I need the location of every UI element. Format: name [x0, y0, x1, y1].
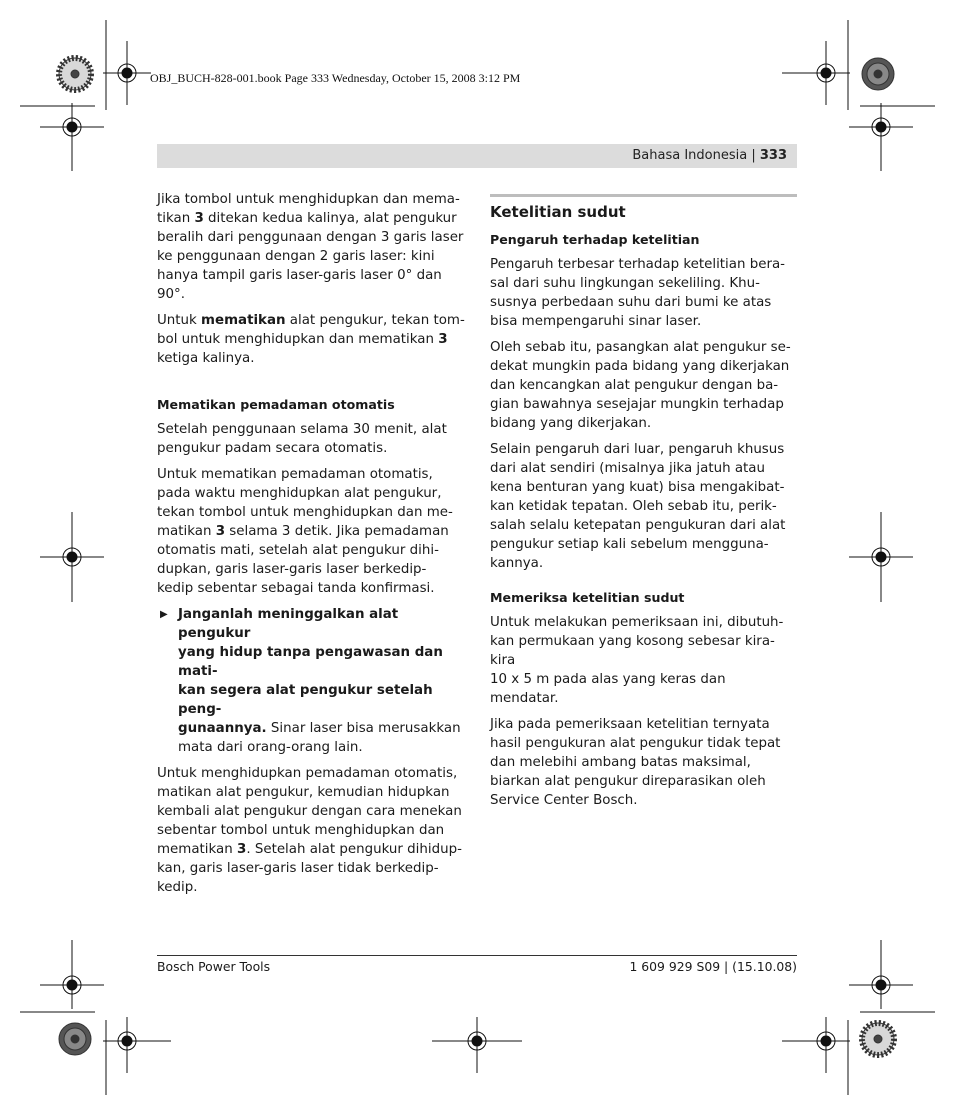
paragraph: Oleh sebab itu, pasangkan alat pengukur se- dekat mungkin pada bidang yang dikerjakan dan kencangkan alat pengukur dengan ba- gian bawahnya sesejajar mungkin terhadap bidang yang dikerjakan.: [490, 340, 791, 431]
page-header: [157, 144, 797, 168]
section-title: Ketelitian sudut: [490, 203, 626, 221]
right-column: [490, 194, 797, 817]
section-rule: [490, 194, 797, 197]
paragraph: Untuk mematikan pemadaman otomatis, pada waktu menghidupkan alat pengukur, tekan tombol untuk menghidupkan dan me- matikan 3 selama 3 detik. Jika pemadaman otomatis mati, setelah alat pengukur dihi- dupkan, garis laser-garis laser berkedip- kedip sebentar sebagai tanda konfirmasi.: [157, 467, 453, 596]
subheading: Pengaruh terhadap ketelitian: [490, 232, 700, 247]
print-info: OBJ_BUCH-828-001.book Page 333 Wednesday, October 15, 2008 3:12 PM: [150, 71, 521, 85]
page-number: 333: [759, 148, 787, 163]
paragraph: Jika tombol untuk menghidupkan dan mema- tikan 3 ditekan kedua kalinya, alat pengukur beralih dari penggunaan dengan 3 garis laser ke penggunaan dengan 2 garis laser: kini hanya tampil garis laser-garis laser 0° dan 90°.: [157, 192, 464, 302]
footer-doc-number: 1 609 929 S09 | (15.10.08): [629, 959, 797, 974]
triangle-bullet-icon: ▶: [160, 609, 168, 620]
left-column: [157, 190, 465, 904]
paragraph: Untuk menghidupkan pemadaman otomatis, matikan alat pengukur, kemudian hidupkan kembali alat pengukur dengan cara menekan sebentar tombol untuk menghidupkan dan mematikan 3. Setelah alat pengukur dihidup- kan, garis laser-garis laser tidak berkedip- kedip.: [157, 766, 462, 895]
subheading: Mematikan pemadaman otomatis: [157, 397, 395, 412]
paragraph: Untuk melakukan pemeriksaan ini, dibutuh- kan permukaan yang kosong sebesar kira-kira 10 x 5 m pada alas yang keras dan mendatar.: [490, 615, 784, 706]
paragraph: Selain pengaruh dari luar, pengaruh khusus dari alat sendiri (misalnya jika jatuh atau kena benturan yang kuat) bisa mengakibat- kan ketidak tepatan. Oleh sebab itu, perik- salah selalu ketepatan pengukuran dari alat pengukur setiap kali sebelum mengguna- kannya.: [490, 442, 786, 571]
subheading: Memeriksa ketelitian sudut: [490, 590, 685, 605]
paragraph: Jika pada pemeriksaan ketelitian ternyata hasil pengukuran alat pengukur tidak tepat dan melebihi ambang batas maksimal, biarkan alat pengukur direparasikan oleh Service Center Bosch.: [490, 717, 781, 808]
footer-rule: [157, 955, 797, 956]
header-text: Bahasa Indonesia | 333: [632, 148, 787, 163]
warning-note: ▶ Janganlah meninggalkan alat pengukur yang hidup tanpa pengawasan dan mati- kan segera alat pengukur setelah peng- gunaannya. Sinar laser bisa merusakkan mata dari orang-orang lain.: [160, 607, 461, 755]
header-language: Bahasa Indonesia: [632, 148, 748, 163]
paragraph: Pengaruh terbesar terhadap ketelitian bera- sal dari suhu lingkungan sekeliling. Khu- susnya perbedaan suhu dari bumi ke atas bisa mempengaruhi sinar laser.: [490, 257, 785, 329]
paragraph: Untuk mematikan alat pengukur, tekan tom- bol untuk menghidupkan dan mematikan 3 ketiga kalinya.: [157, 313, 465, 366]
paragraph: Setelah penggunaan selama 30 menit, alat pengukur padam secara otomatis.: [157, 422, 447, 456]
footer-brand: Bosch Power Tools: [157, 959, 271, 974]
